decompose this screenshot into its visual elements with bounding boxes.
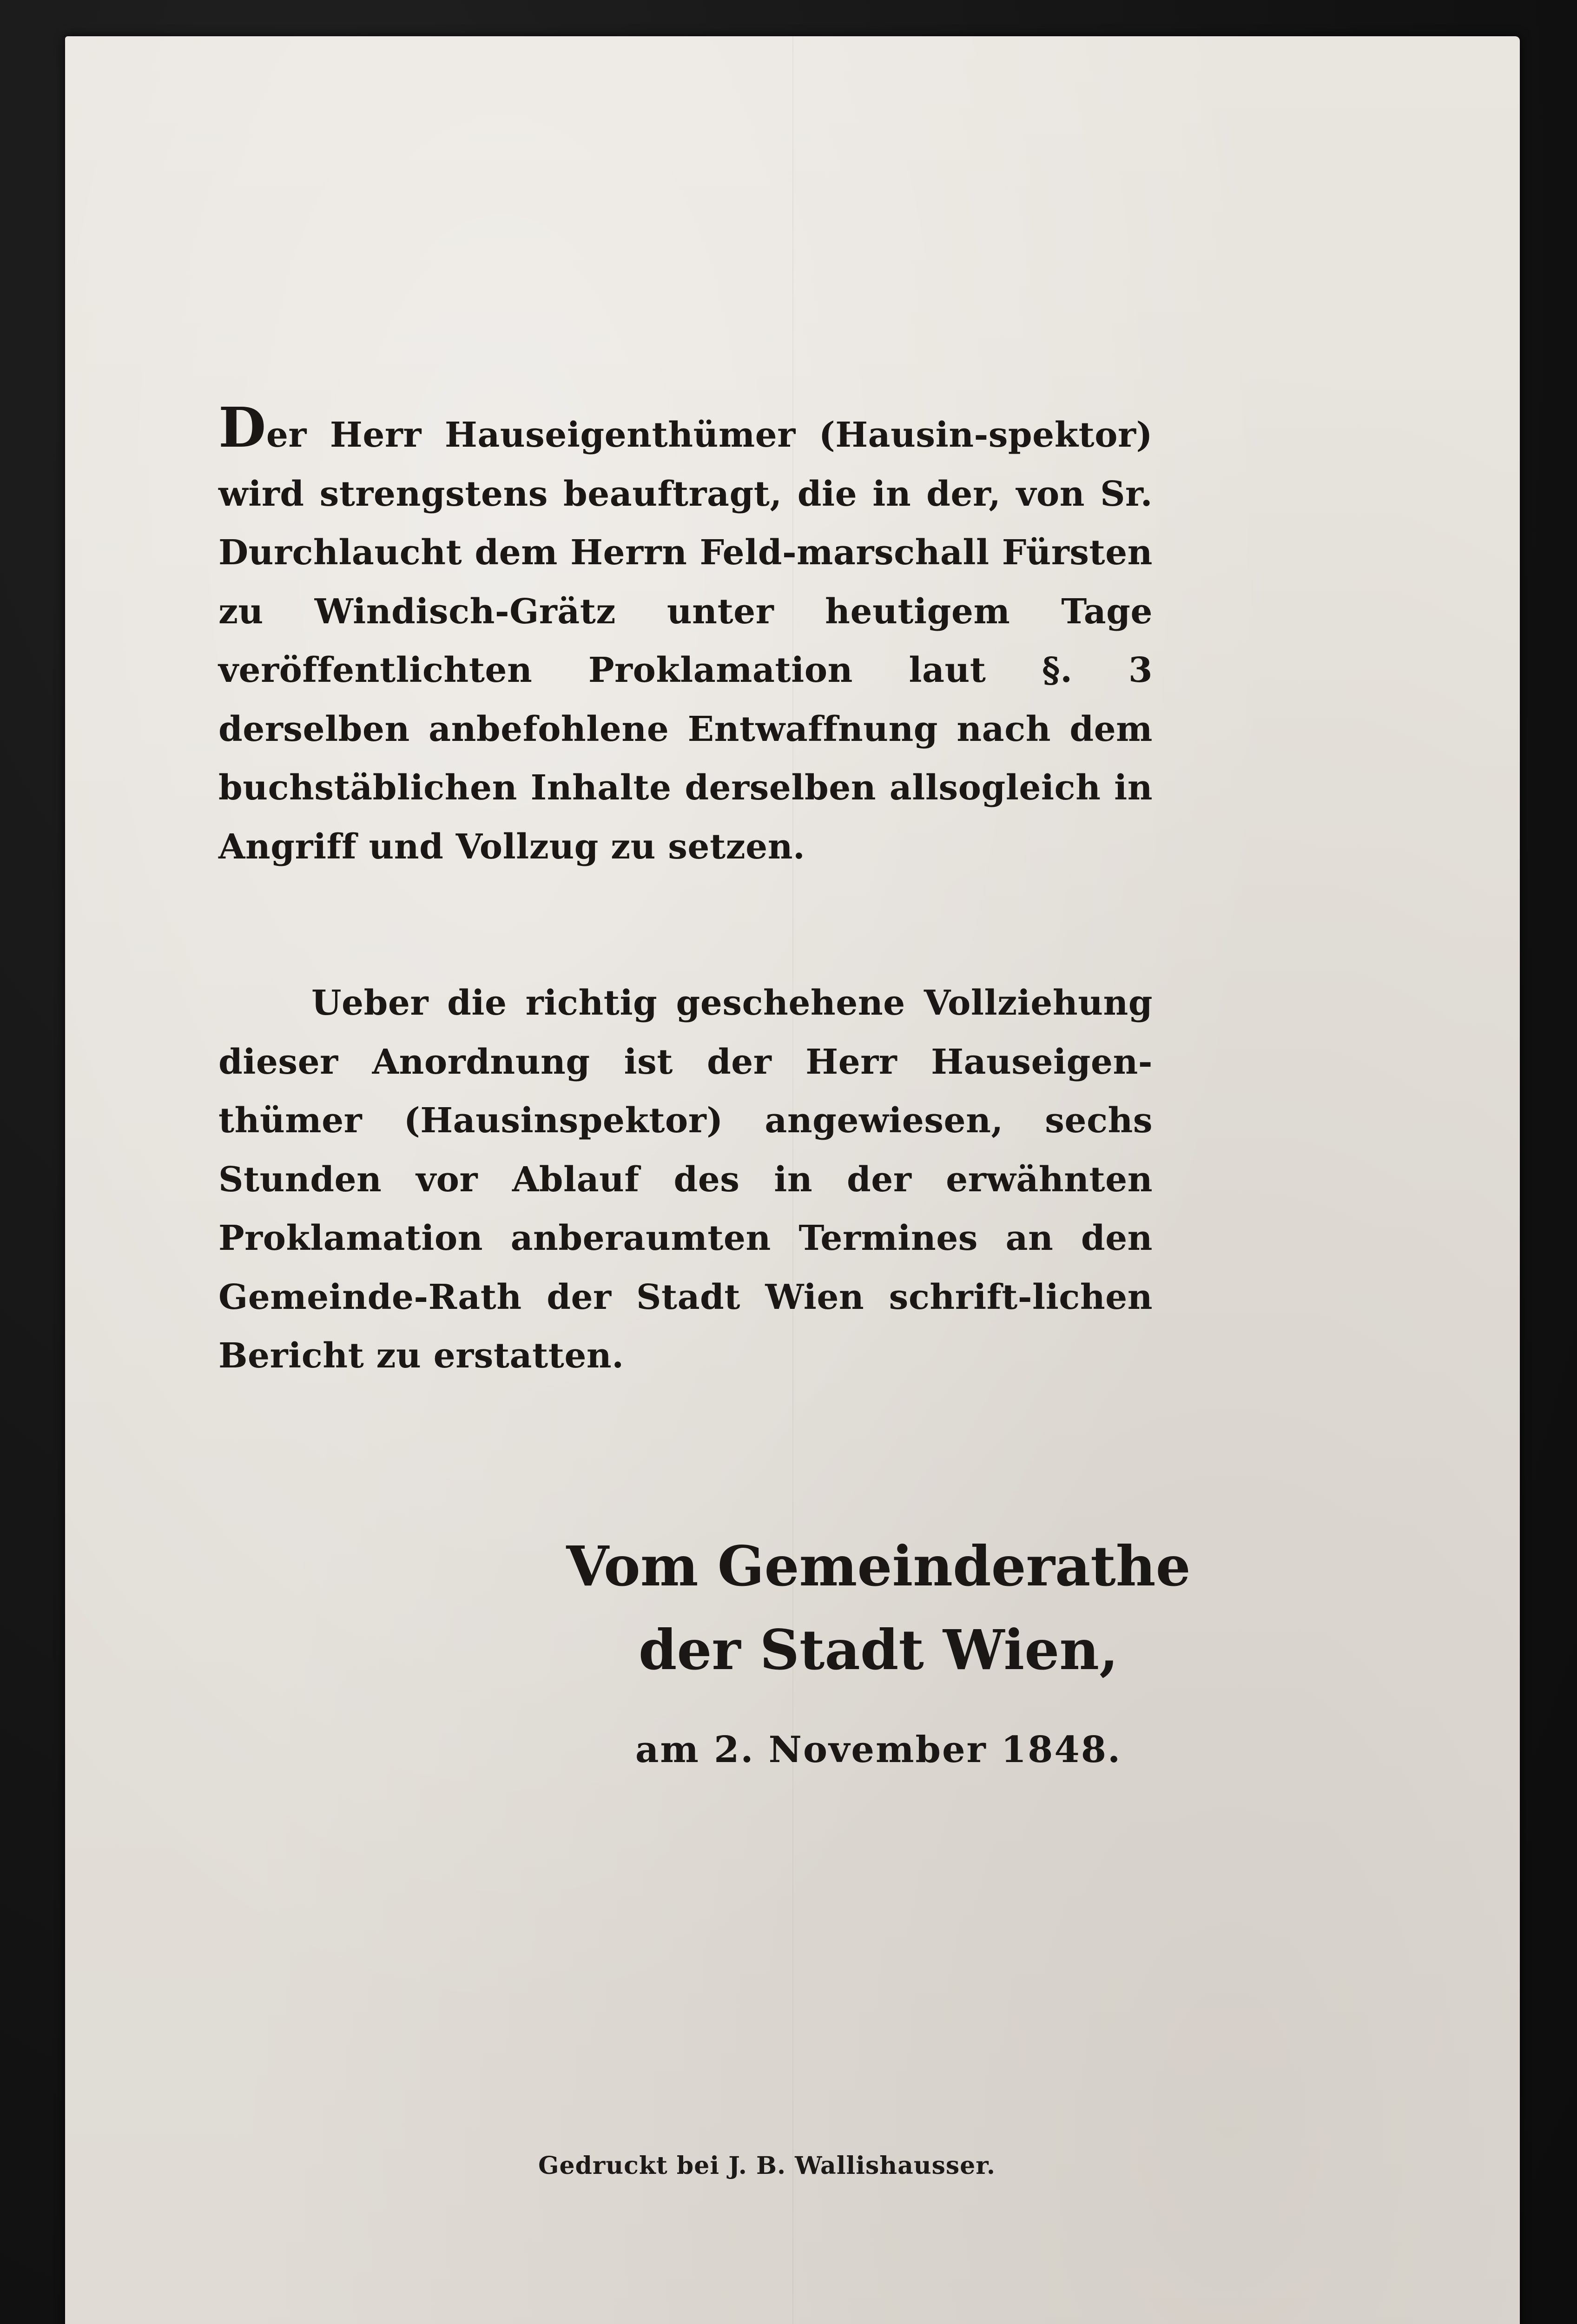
printer-imprint: Gedruckt bei J. B. Wallishausser. bbox=[538, 2152, 996, 2180]
signature-line-2: der Stadt Wien, bbox=[638, 1618, 1119, 1682]
paragraph-2: Ueber die richtig geschehene Vollziehung dieser Anordnung ist der Herr Hauseigen-thümer (Hausinspektor) angewiesen, sechs Stunden vor Ablauf des in der erwähnten Proklamation anberaumten Termines an den Gemeinde-Rath der Stadt Wien schrift-lichen Bericht zu erstatten. bbox=[218, 983, 1153, 1376]
paragraph-1 bbox=[218, 395, 1153, 876]
date-line: am 2. November 1848. bbox=[635, 1729, 1122, 1771]
paragraph-1-text: er Herr Hauseigenthümer (Hausin-spektor) wird strengstens beauftragt, die in der, von Sr. Durchlaucht dem Herrn Feld-marschall Fürsten zu Windisch-Grätz unter heutigem Tage veröffentlichten Proklamation laut §. 3 derselben anbefohlene Entwaffnung nach dem buchstäblichen Inhalte derselben allsogleich in Angriff und Vollzug zu setzen. bbox=[218, 415, 1153, 867]
paragraph-1-initial: D bbox=[218, 395, 266, 460]
signature-line-1: Vom Gemeinderathe bbox=[566, 1534, 1191, 1598]
